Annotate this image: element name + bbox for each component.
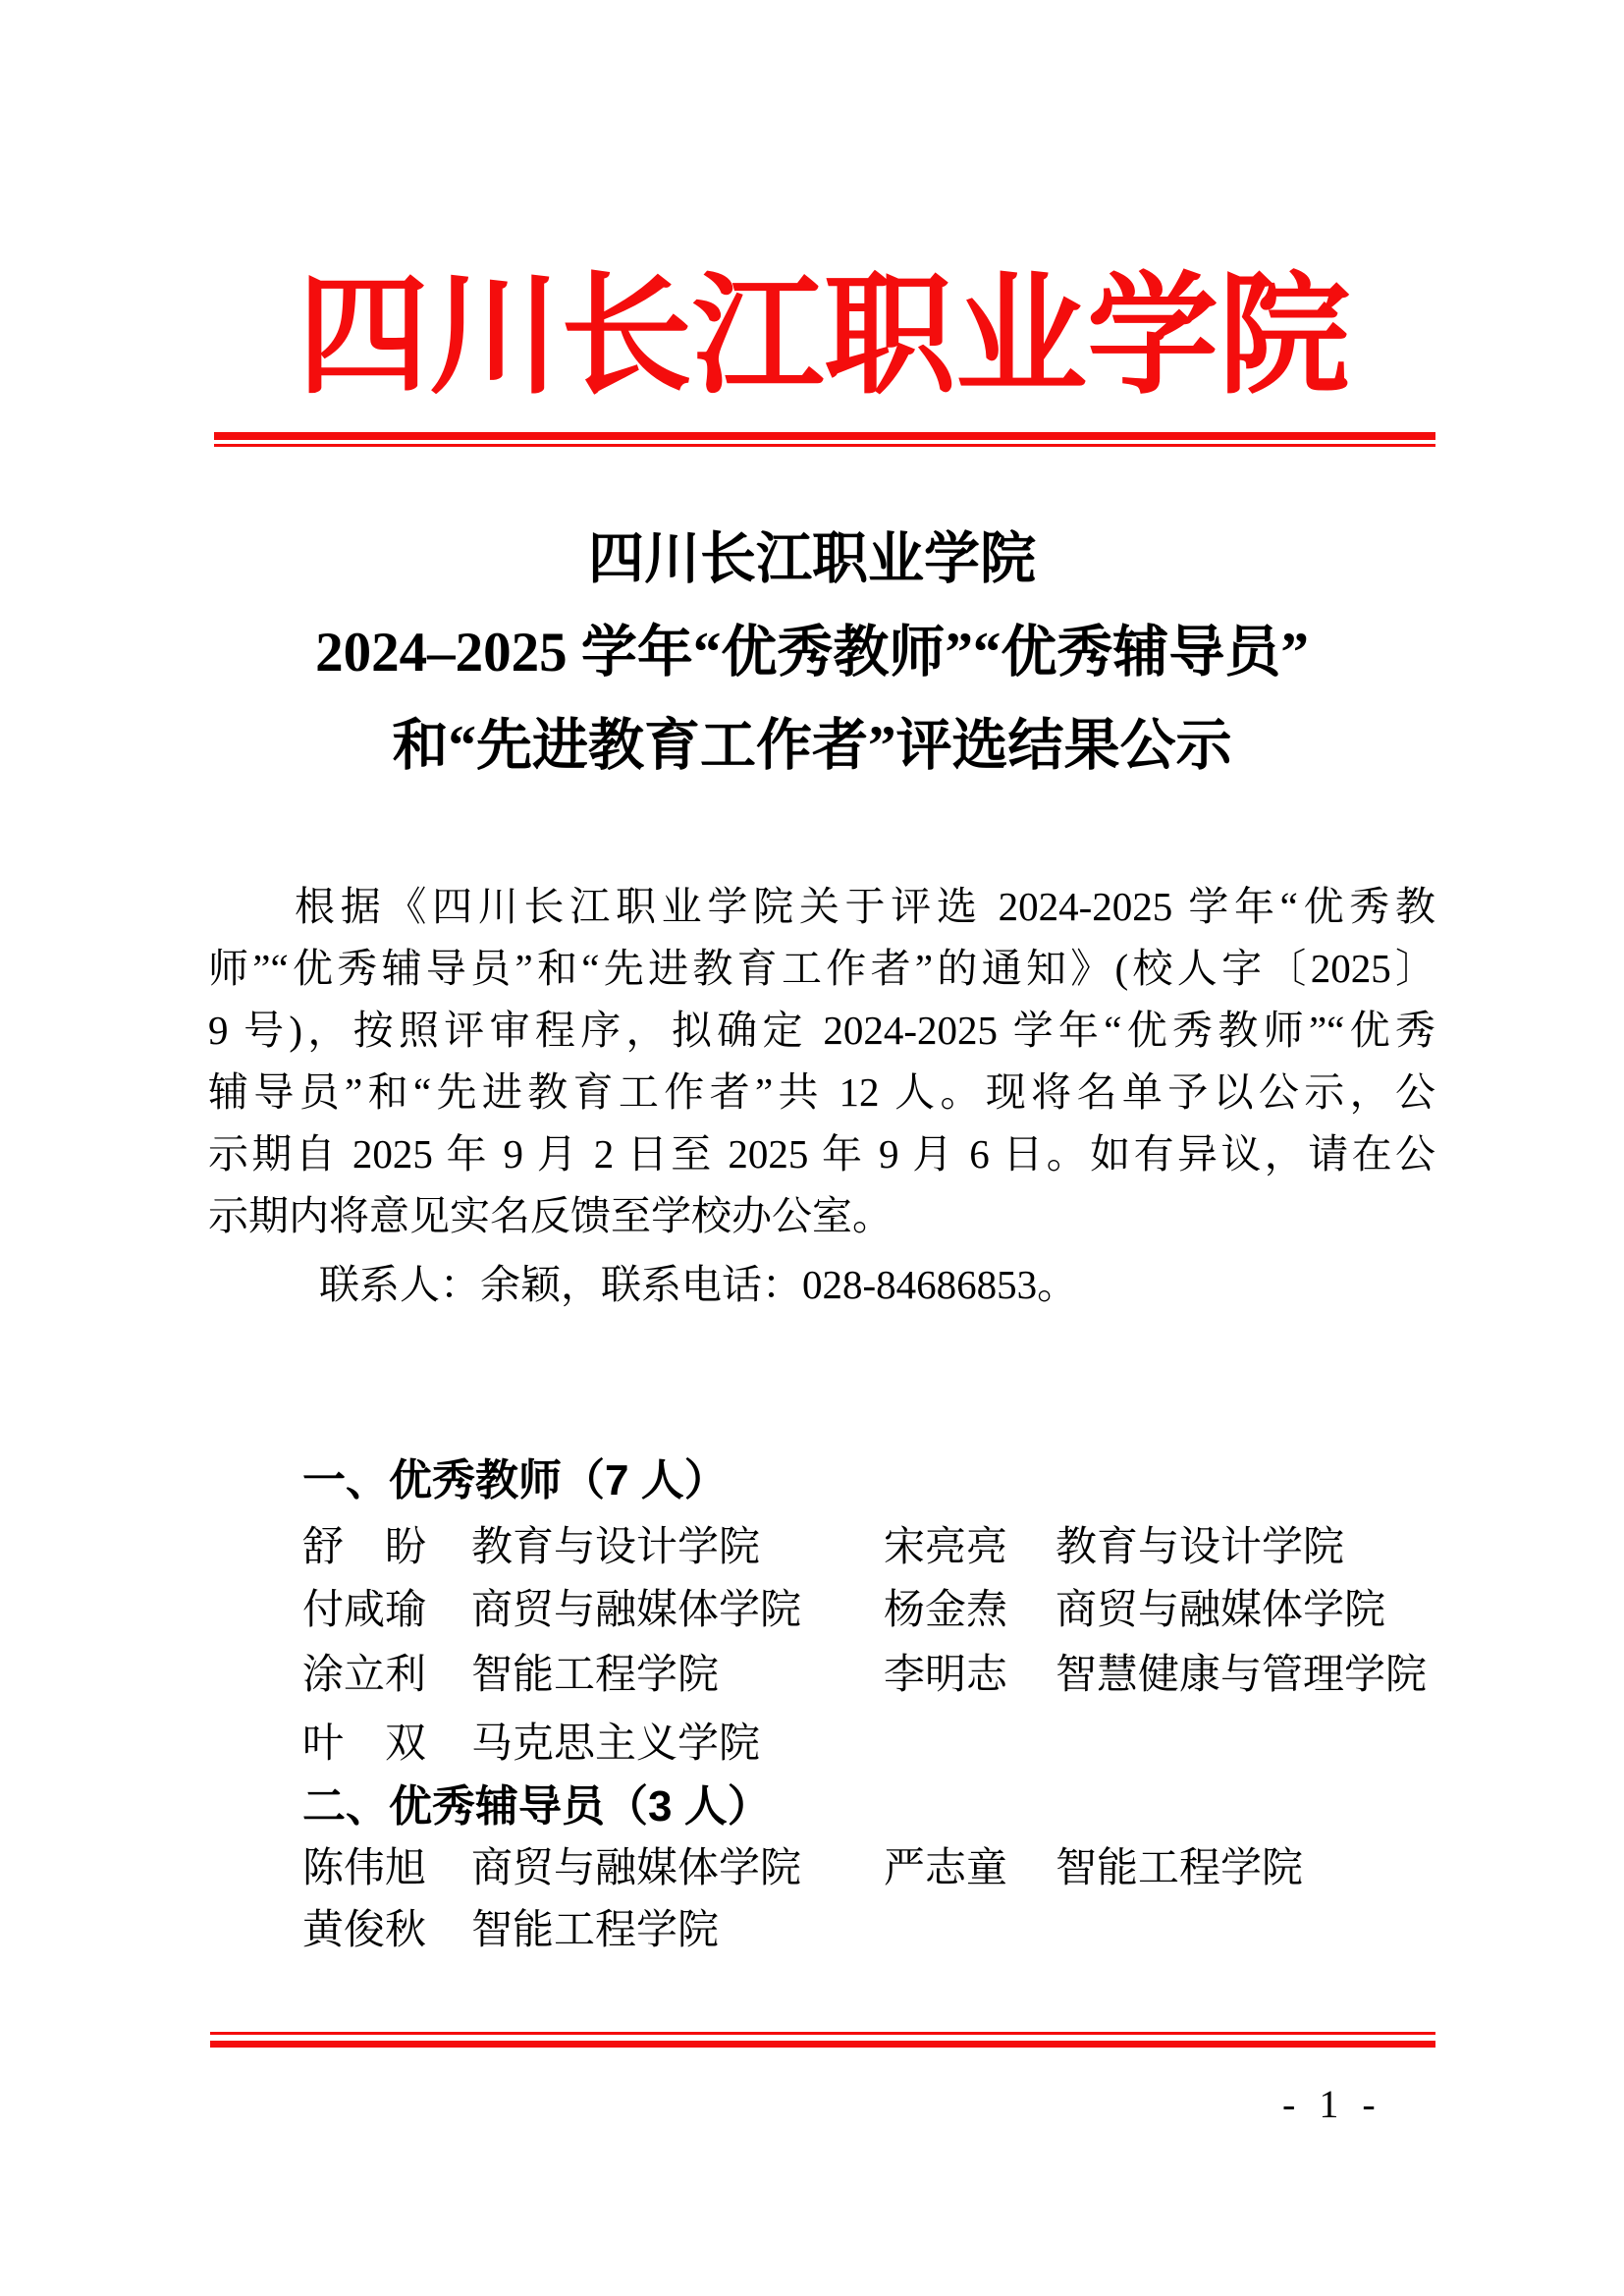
awardee-college: 智能工程学院 bbox=[471, 1653, 720, 1698]
body-line: 示期内将意见实名反馈至学校办公室。 bbox=[208, 1193, 893, 1238]
document-title-line-1: 四川长江职业学院 bbox=[588, 528, 1036, 590]
document-title-line-2: 2024–2025 学年“优秀教师”“优秀辅导员” bbox=[315, 622, 1309, 683]
document-title-line-3: 和“先进教育工作者”评选结果公示 bbox=[392, 715, 1232, 777]
document-title bbox=[198, 513, 1426, 793]
table-row bbox=[302, 1714, 1435, 1775]
awardee-college: 商贸与融媒体学院 bbox=[471, 1846, 802, 1891]
awardee-name: 严志童 bbox=[884, 1846, 1008, 1891]
awardee-name: 陈伟旭 bbox=[302, 1846, 427, 1891]
page-number: - 1 - bbox=[1282, 2082, 1382, 2126]
awardee-college: 智慧健康与管理学院 bbox=[1056, 1653, 1428, 1698]
masthead-divider-thick-line bbox=[214, 432, 1435, 440]
awardee-name: 付咸瑜 bbox=[302, 1588, 427, 1633]
awardee-college: 商贸与融媒体学院 bbox=[1056, 1588, 1386, 1633]
awardee-name: 宋亮亮 bbox=[884, 1525, 1008, 1570]
masthead-title: 四川长江职业学院 bbox=[298, 264, 1351, 410]
awardee-college: 教育与设计学院 bbox=[1056, 1525, 1345, 1570]
footer-divider-thin-line bbox=[210, 2032, 1435, 2035]
table-row bbox=[302, 1838, 1435, 1899]
body-paragraph bbox=[208, 876, 1435, 1247]
body-line: 辅导员”和“先进教育工作者”共 12 人。现将名单予以公示，公 bbox=[208, 1069, 1435, 1115]
table-row bbox=[302, 1900, 1435, 1961]
body-line: 师”“优秀辅导员”和“先进教育工作者”的通知》(校人字〔2025〕 bbox=[208, 946, 1435, 991]
awardee-college: 智能工程学院 bbox=[1056, 1846, 1304, 1891]
awardee-college: 商贸与融媒体学院 bbox=[471, 1588, 802, 1633]
table-row bbox=[302, 1517, 1435, 1578]
body-line: 9 号)，按照评审程序，拟确定 2024-2025 学年“优秀教师”“优秀 bbox=[208, 1008, 1435, 1053]
awardee-name bbox=[884, 1714, 1056, 1775]
contact-line: 联系人：余颖，联系电话：028-84686853。 bbox=[319, 1262, 1078, 1307]
masthead-divider bbox=[214, 432, 1435, 447]
masthead-divider-thin-line bbox=[214, 444, 1435, 447]
awardee-name: 涂立利 bbox=[302, 1653, 427, 1698]
awardee-college: 智能工程学院 bbox=[471, 1908, 720, 1953]
footer-divider bbox=[210, 2032, 1435, 2048]
awardee-college bbox=[1056, 1900, 1435, 1961]
awardee-name: 杨金焘 bbox=[884, 1588, 1008, 1633]
awardee-name bbox=[884, 1900, 1056, 1961]
awardee-college: 马克思主义学院 bbox=[471, 1722, 761, 1767]
awardee-name: 叶 双 bbox=[302, 1722, 427, 1767]
awardee-name: 李明志 bbox=[884, 1653, 1008, 1698]
awardee-college bbox=[1056, 1714, 1435, 1775]
section-heading-excellent-teachers: 一、优秀教师（7 人） bbox=[302, 1456, 728, 1504]
footer-divider-thick-line bbox=[210, 2041, 1435, 2048]
awardee-college: 教育与设计学院 bbox=[471, 1525, 761, 1570]
body-line: 根据《四川长江职业学院关于评选 2024-2025 学年“优秀教 bbox=[295, 884, 1435, 929]
awardee-name: 舒 盼 bbox=[302, 1525, 427, 1570]
body-line: 示期自 2025 年 9 月 2 日至 2025 年 9 月 6 日。如有异议，请在公 bbox=[208, 1131, 1435, 1176]
table-row bbox=[302, 1645, 1435, 1706]
awardee-name: 黄俊秋 bbox=[302, 1908, 427, 1953]
table-row bbox=[302, 1580, 1435, 1641]
section-heading-excellent-counselors: 二、优秀辅导员（3 人） bbox=[302, 1782, 771, 1831]
